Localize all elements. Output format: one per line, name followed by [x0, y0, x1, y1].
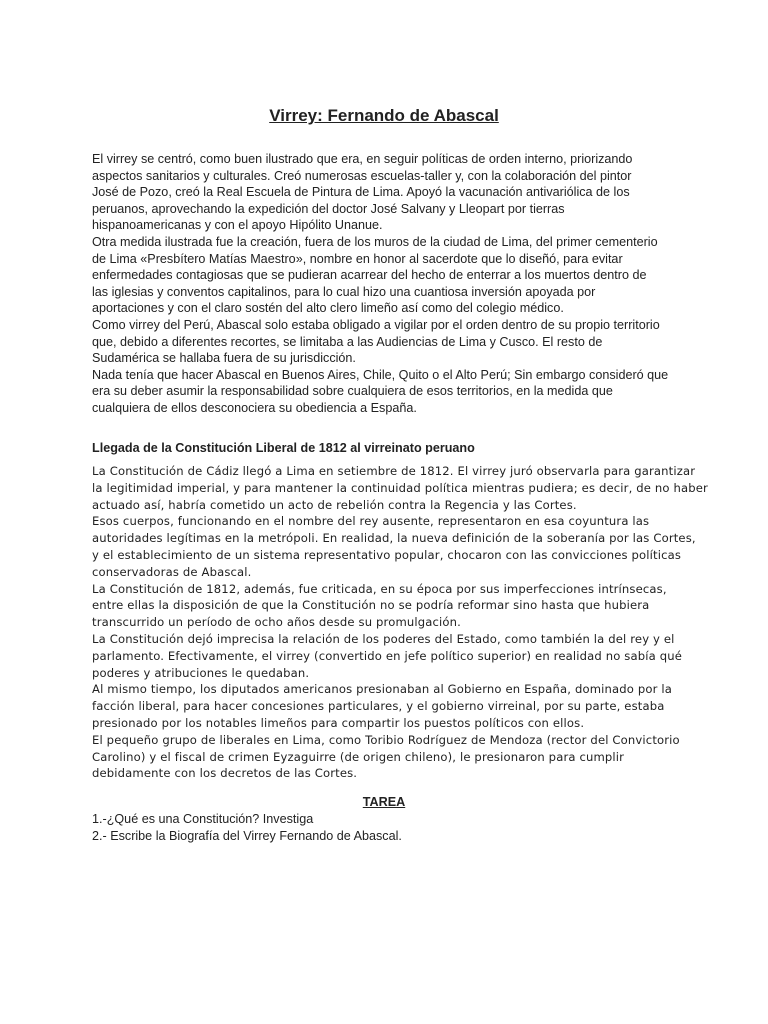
text-line: Otra medida ilustrada fue la creación, fuera de los muros de la ciudad de Lima, del primer cementerio: [92, 234, 658, 249]
text-line: facción liberal, para hacer concesiones particulares, y el gobierno virreinal, por su parte, estaba: [92, 699, 665, 714]
text-line: Sudamérica se hallaba fuera de su jurisdicción.: [92, 351, 356, 366]
text-line: entre ellas la disposición de que la Constitución no se podría reformar sino hasta que hubiera: [92, 598, 650, 613]
text-line: hispanoamericanas y con el apoyo Hipólito Unanue.: [92, 218, 383, 233]
text-line: Carolino) y el fiscal de crimen Eyzaguirre (de origen chileno), le presionaron para cumplir: [92, 749, 625, 764]
task-item: 2.- Escribe la Biografía del Virrey Fernando de Abascal.: [92, 829, 402, 843]
text-line: presionado por los notables limeños para compartir los puestos políticos con ellos.: [92, 715, 585, 730]
text-line: La Constitución de Cádiz llegó a Lima en setiembre de 1812. El virrey juró observarla para garantizar: [92, 464, 696, 478]
text-line: la legitimidad imperial, y para mantener la continuidad política mientras pudiera; es decir, de no haber: [92, 480, 708, 495]
text-line: aspectos sanitarios y culturales. Creó numerosas escuelas-taller y, con la colaboración del pintor: [92, 168, 632, 183]
text-line: parlamento. Efectivamente, el virrey (convertido en jefe político superior) en realidad no sabía qué: [92, 648, 683, 663]
text-line: Nada tenía que hacer Abascal en Buenos Aires, Chile, Quito o el Alto Perú; Sin embargo consideró que: [92, 367, 669, 382]
task-list: [92, 811, 682, 845]
text-line: Al mismo tiempo, los diputados americanos presionaban al Gobierno en España, dominado por la: [92, 682, 673, 697]
tarea-title: TAREA: [362, 795, 406, 809]
text-line: enfermedades contagiosas que se pudieran acarrear del hecho de enterrar a los muertos dentro de: [92, 268, 647, 283]
task-item: 1.-¿Qué es una Constitución? Investiga: [92, 812, 314, 826]
text-line: El virrey se centró, como buen ilustrado que era, en seguir políticas de orden interno, priorizando: [92, 152, 633, 166]
text-line: transcurrido un período de ocho años desde su promulgación.: [92, 615, 461, 630]
text-line: peruanos, aprovechando la expedición del doctor José Salvany y Lleopart por tierras: [92, 201, 565, 216]
text-line: poderes y atribuciones le quedaban.: [92, 665, 310, 680]
section-paragraphs: [92, 463, 708, 782]
text-line: debidamente con los decretos de las Cortes.: [92, 766, 358, 781]
page-title: Virrey: Fernando de Abascal: [269, 106, 499, 125]
text-line: las iglesias y conventos capitalinos, para lo cual hizo una cuantiosa inversión apoyada por: [92, 284, 596, 299]
text-line: que, debido a diferentes recortes, se limitaba a las Audiencias de Lima y Cusco. El resto de: [92, 334, 603, 349]
text-line: y el establecimiento de un sistema representativo popular, chocaron con las convicciones políticas: [92, 547, 682, 562]
text-line: El pequeño grupo de liberales en Lima, como Toribio Rodríguez de Mendoza (rector del Convictorio: [92, 732, 680, 747]
text-line: autoridades legítimas en la metrópoli. En realidad, la nueva definición de la soberanía por las Cortes,: [92, 531, 696, 546]
text-line: de Lima «Presbítero Matías Maestro», nombre en honor al sacerdote que lo diseñó, para evitar: [92, 251, 623, 266]
text-line: conservadoras de Abascal.: [92, 564, 252, 579]
text-line: La Constitución dejó imprecisa la relación de los poderes del Estado, como también la del rey y el: [92, 631, 675, 646]
section-heading: Llegada de la Constitución Liberal de 1812 al virreinato peruano: [92, 441, 475, 455]
text-line: actuado así, habría cometido un acto de rebelión contra la Regencia y las Cortes.: [92, 497, 577, 512]
intro-paragraphs: [92, 151, 682, 417]
text-line: era su deber asumir la responsabilidad sobre cualquiera de esos territorios, en la medida que: [92, 384, 613, 399]
text-line: José de Pozo, creó la Real Escuela de Pintura de Lima. Apoyó la vacunación antivariólica de los: [92, 185, 630, 200]
text-line: Como virrey del Perú, Abascal solo estaba obligado a vigilar por el orden dentro de su propio territorio: [92, 317, 660, 332]
text-line: aportaciones y con el claro sostén del alto clero limeño así como del colegio médico.: [92, 301, 564, 316]
text-line: La Constitución de 1812, además, fue criticada, en su época por sus imperfecciones intrínsecas,: [92, 581, 667, 596]
text-line: cualquiera de ellos desconociera su obediencia a España.: [92, 400, 417, 415]
text-line: Esos cuerpos, funcionando en el nombre del rey ausente, representaron en esa coyuntura las: [92, 514, 650, 529]
